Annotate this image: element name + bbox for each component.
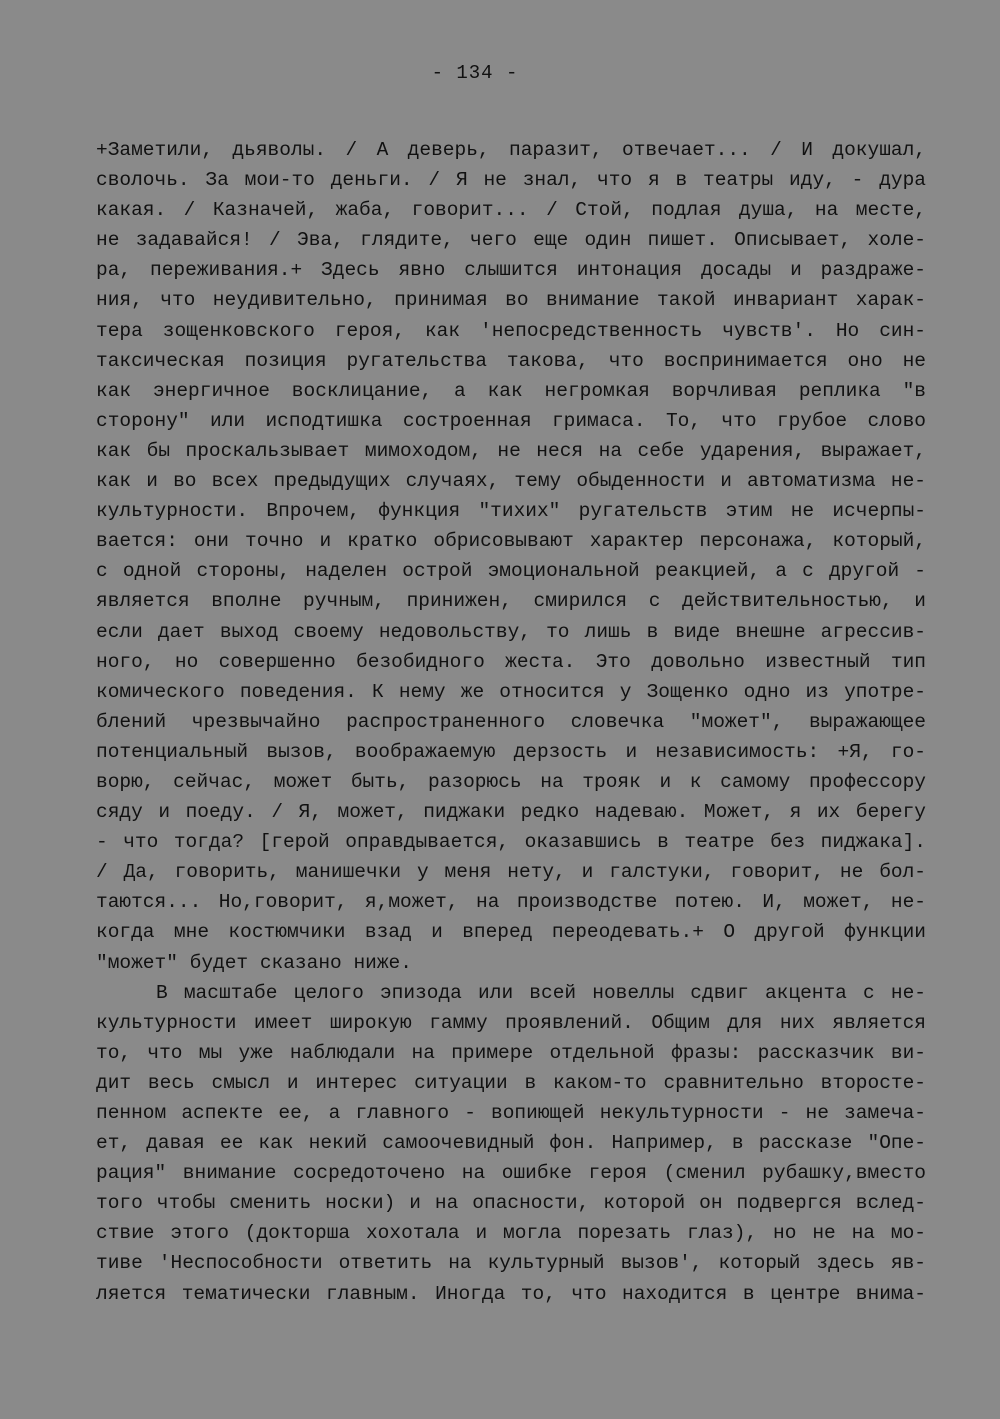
text-line: В масштабе целого эпизода или всей новеллы сдвиг акцента с не-	[156, 981, 926, 1004]
text-line: ствие этого (докторша хохотала и могла порезать глаз), но не на мо-	[96, 1222, 926, 1245]
text-line: ляется тематически главным. Иногда то, что находится в центре внима-	[96, 1282, 926, 1305]
text-line: пенном аспекте ее, а главного - вопиющей некультурности - не замеча-	[96, 1102, 926, 1124]
text-line: ет, давая ее как некий самоочевидный фон. Например, в рассказе "Опе-	[96, 1132, 926, 1155]
text-line: когда мне костюмчики взад и вперед переодевать.+ О другой функции	[96, 921, 926, 944]
page-number: - 134 -	[431, 62, 519, 84]
text-line: / Да, говорить, манишечки у меня нету, и галстуки, говорит, не бол-	[96, 861, 926, 884]
text-line: потенциальный вызов, воображаемую дерзость и независимость: +Я, го-	[96, 740, 926, 763]
text-line: как и во всех предыдущих случаях, тему обыденности и автоматизма не-	[96, 470, 926, 493]
text-line: как бы проскальзывает мимоходом, не неся на себе ударения, выражает,	[96, 439, 926, 462]
text-line: ра, переживания.+ Здесь явно слышится интонация досады и раздраже-	[96, 259, 926, 282]
text-line: "может" будет сказано ниже.	[96, 951, 412, 974]
text-line: как энергичное восклицание, а как негромкая ворчливая реплика "в	[96, 379, 926, 402]
text-line: сторону" или исподтишка состроенная гримаса. То, что грубое слово	[96, 409, 926, 432]
text-line: блений чрезвычайно распространенного словечка "может", выражающее	[96, 710, 926, 733]
text-line: какая. / Казначей, жаба, говорит... / Стой, подлая душа, на месте,	[96, 199, 926, 222]
text-line: ворю, сейчас, может быть, разорюсь на трояк и к самому профессору	[96, 770, 926, 793]
text-line: ния, что неудивительно, принимая во внимание такой инвариант харак-	[96, 289, 926, 312]
text-line: - что тогда? [герой оправдывается, оказавшись в театре без пиджака].	[96, 831, 926, 854]
text-line: то, что мы уже наблюдали на примере отдельной фразы: рассказчик ви-	[96, 1041, 926, 1064]
text-line: комического поведения. К нему же относится у Зощенко одно из употре-	[96, 680, 926, 703]
text-line: того чтобы сменить носки) и на опасности, которой он подвергся вслед-	[96, 1192, 926, 1215]
body-text	[96, 135, 926, 1309]
text-line: дит весь смысл и интерес ситуации в каком-то сравнительно второсте-	[96, 1071, 926, 1094]
text-line: сволочь. За мои-то деньги. / Я не знал, что я в театры иду, - дура	[96, 169, 926, 192]
text-line: тера зощенковского героя, как 'непосредственность чувств'. Но син-	[96, 319, 926, 342]
text-line: является вполне ручным, принижен, смирился с действительностью, и	[96, 590, 926, 613]
text-line: ного, но совершенно безобидного жеста. Это довольно известный тип	[96, 650, 926, 673]
text-line: с одной стороны, наделен острой эмоциональной реакцией, а с другой -	[96, 560, 926, 583]
text-line: культурности имеет широкую гамму проявлений. Общим для них является	[96, 1011, 926, 1034]
text-line: вается: они точно и кратко обрисовывают характер персонажа, который,	[96, 530, 926, 553]
text-line: таксическая позиция ругательства такова, что воспринимается оно не	[96, 349, 926, 372]
text-line: сяду и поеду. / Я, может, пиджаки редко надеваю. Может, я их берегу	[96, 801, 926, 824]
paragraph-1	[96, 135, 926, 978]
paragraph-2	[96, 978, 926, 1309]
text-line: не задавайся! / Эва, глядите, чего еще один пишет. Описывает, холе-	[96, 229, 926, 252]
text-line: рация" внимание сосредоточено на ошибке героя (сменил рубашку,вместо	[96, 1162, 926, 1185]
text-line: если дает выход своему недовольству, то лишь в виде внешне агрессив-	[96, 620, 926, 643]
text-line: +Заметили, дьяволы. / А деверь, паразит, отвечает... / И докушал,	[96, 139, 926, 161]
text-line: культурности. Впрочем, функция "тихих" ругательств этим не исчерпы-	[96, 500, 926, 523]
text-line: тиве 'Неспособности ответить на культурный вызов', который здесь яв-	[96, 1252, 926, 1275]
text-line: таются... Но,говорит, я,может, на производстве потею. И, может, не-	[96, 891, 926, 914]
